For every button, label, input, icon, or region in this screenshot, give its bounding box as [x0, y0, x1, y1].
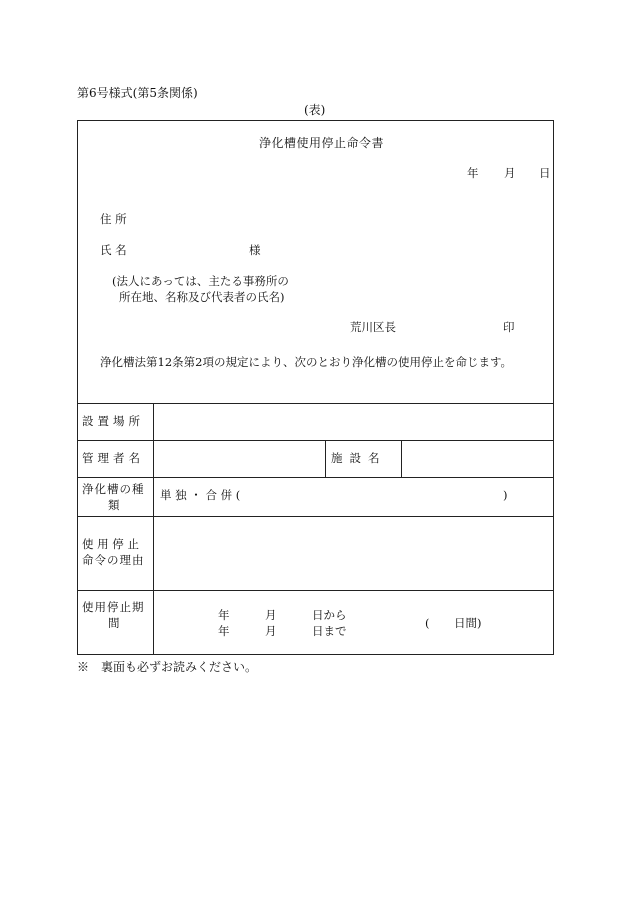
corporate-note-line1: (法人にあっては、主たる事務所の: [112, 274, 289, 288]
septic-type-label-line2: 類: [108, 498, 120, 512]
row-rule-2: [77, 477, 554, 478]
corporate-note-line2: 所在地、名称及び代表者の氏名): [119, 290, 285, 304]
table-top-rule: [77, 403, 554, 404]
reason-label-line2: 命令の理由: [82, 553, 145, 567]
period-to-month: 月: [265, 624, 277, 638]
row-rule-1: [77, 440, 554, 441]
seal-mark: 印: [503, 320, 515, 334]
facility-left-rule: [325, 440, 326, 477]
date-year: 年: [467, 166, 479, 180]
order-body-text: 浄化槽法第12条第2項の規定により、次のとおり浄化槽の使用停止を命じます。: [100, 355, 513, 369]
manager-label: 管理者名: [82, 451, 144, 465]
row-rule-4: [77, 590, 554, 591]
septic-type-value: 単 独 ・ 合 併 (: [160, 488, 241, 502]
period-label-line2: 間: [108, 616, 120, 630]
page-side-label: (表): [304, 103, 326, 117]
facility-label: 施設名: [331, 451, 387, 465]
septic-type-close: ): [503, 488, 508, 502]
issuer-name: 荒川区長: [350, 320, 396, 334]
period-label-line1: 使用停止期: [82, 600, 145, 614]
date-day: 日: [539, 166, 551, 180]
period-from-year: 年: [218, 608, 230, 622]
reason-label-line1: 使 用 停 止: [82, 537, 139, 551]
period-days-label: 日間): [454, 616, 482, 630]
period-to-year: 年: [218, 624, 230, 638]
septic-type-label-line1: 浄化槽の種: [82, 482, 145, 496]
row-rule-3: [77, 516, 554, 517]
facility-right-rule: [401, 440, 402, 477]
form-frame: [77, 120, 554, 655]
period-to-day: 日まで: [312, 624, 347, 638]
document-title: 浄化槽使用停止命令書: [259, 136, 385, 150]
address-label: 住 所: [100, 212, 127, 226]
honorific: 様: [249, 243, 261, 257]
period-days-open: (: [425, 616, 430, 630]
period-from-day: 日から: [312, 608, 347, 622]
footer-note: ※ 裏面も必ずお読みください。: [77, 660, 258, 674]
name-label: 氏 名: [100, 243, 127, 257]
period-from-month: 月: [265, 608, 277, 622]
location-label: 設置場所: [82, 414, 144, 428]
label-column-rule: [153, 403, 154, 655]
form-number: 第6号様式(第5条関係): [77, 86, 198, 100]
date-month: 月: [504, 166, 516, 180]
